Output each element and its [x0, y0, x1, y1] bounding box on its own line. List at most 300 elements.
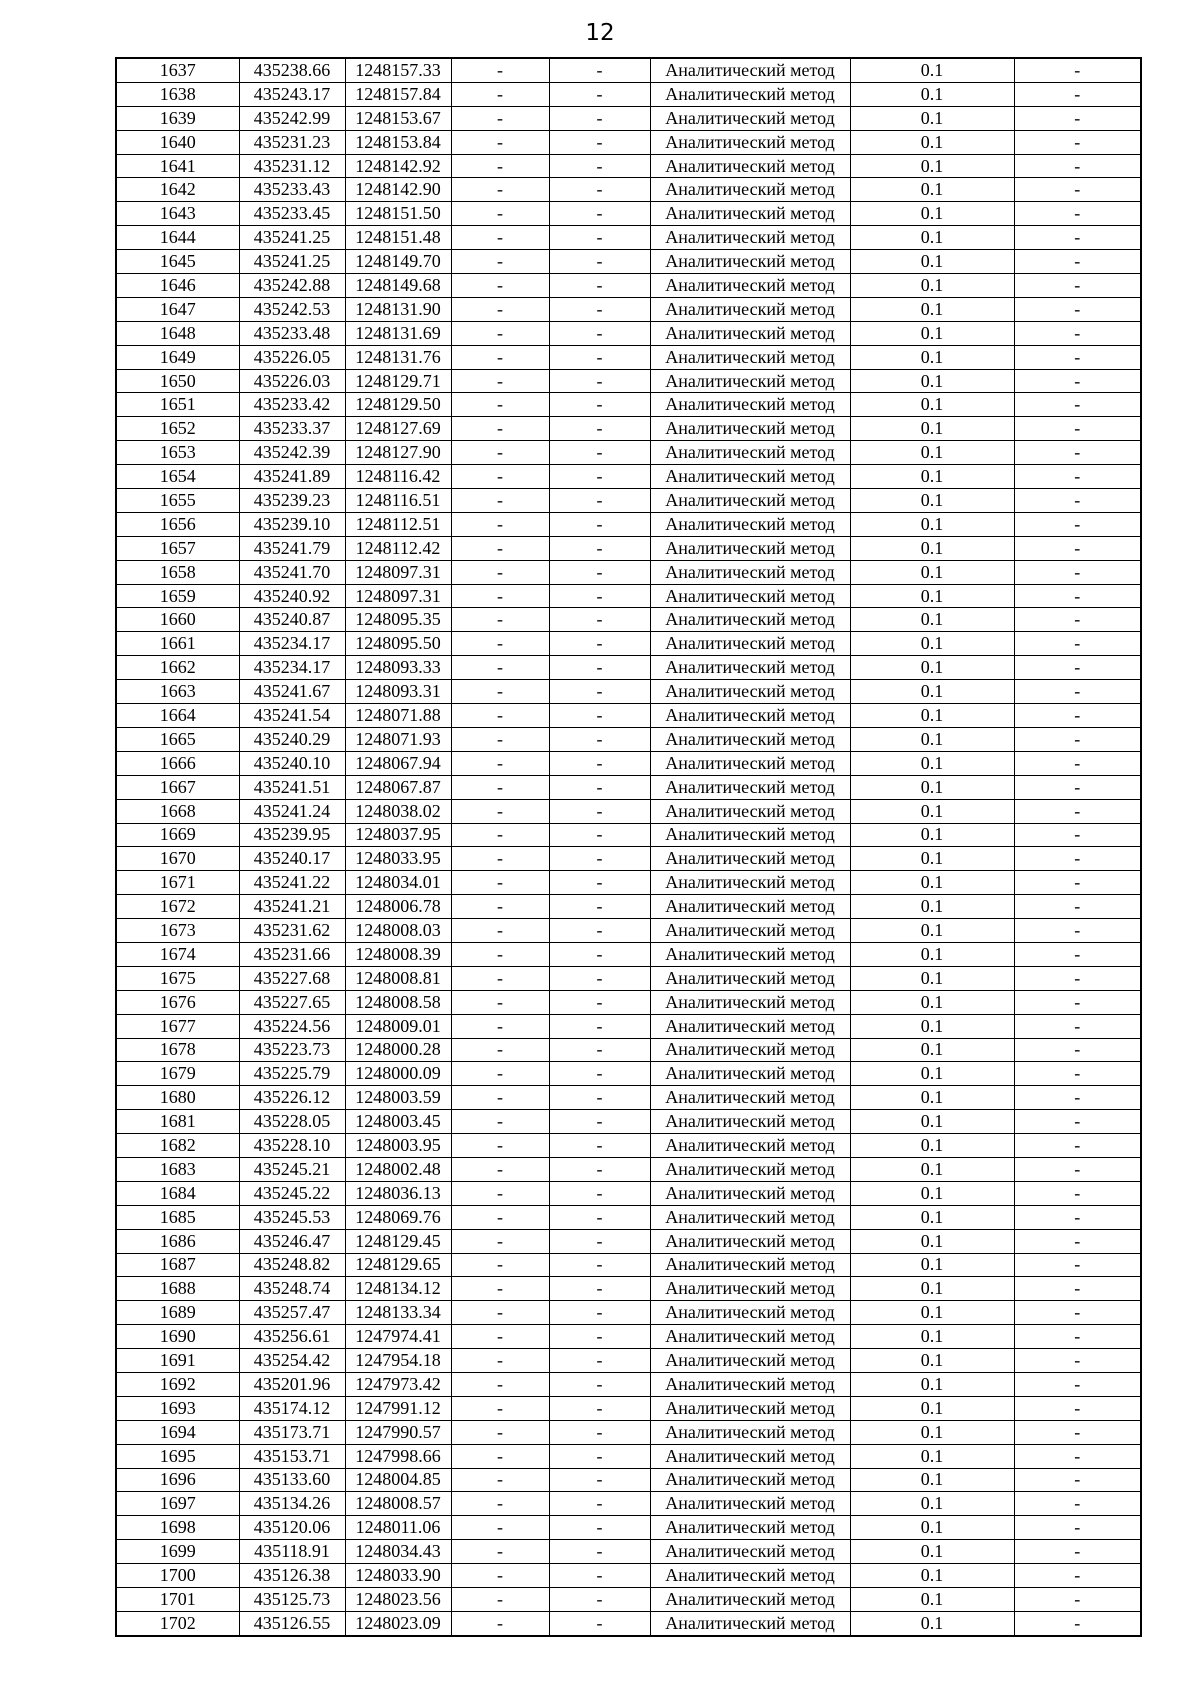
dash-cell-b: -	[549, 775, 650, 799]
y-coordinate-cell: 1248116.51	[345, 489, 451, 513]
dash-cell-b: -	[549, 1420, 650, 1444]
dash-cell-b: -	[549, 608, 650, 632]
accuracy-cell: 0.1	[850, 1349, 1014, 1373]
dash-cell-b: -	[549, 1062, 650, 1086]
point-number-cell: 1639	[116, 106, 239, 130]
dash-cell-c: -	[1014, 966, 1141, 990]
y-coordinate-cell: 1247973.42	[345, 1372, 451, 1396]
table-row	[116, 1349, 1141, 1373]
dash-cell-c: -	[1014, 345, 1141, 369]
dash-cell-b: -	[549, 966, 650, 990]
point-number-cell: 1648	[116, 321, 239, 345]
accuracy-cell: 0.1	[850, 1277, 1014, 1301]
dash-cell-b: -	[549, 823, 650, 847]
table-row	[116, 1134, 1141, 1158]
dash-cell-b: -	[549, 727, 650, 751]
x-coordinate-cell: 435224.56	[239, 1014, 345, 1038]
dash-cell-a: -	[451, 1014, 549, 1038]
dash-cell-b: -	[549, 632, 650, 656]
dash-cell-c: -	[1014, 1205, 1141, 1229]
accuracy-cell: 0.1	[850, 1492, 1014, 1516]
dash-cell-a: -	[451, 1205, 549, 1229]
point-number-cell: 1695	[116, 1444, 239, 1468]
y-coordinate-cell: 1248097.31	[345, 584, 451, 608]
dash-cell-b: -	[549, 536, 650, 560]
point-number-cell: 1692	[116, 1372, 239, 1396]
dash-cell-a: -	[451, 1564, 549, 1588]
point-number-cell: 1663	[116, 680, 239, 704]
dash-cell-c: -	[1014, 250, 1141, 274]
dash-cell-c: -	[1014, 82, 1141, 106]
y-coordinate-cell: 1248071.93	[345, 727, 451, 751]
point-number-cell: 1700	[116, 1564, 239, 1588]
dash-cell-b: -	[549, 1325, 650, 1349]
dash-cell-b: -	[549, 274, 650, 298]
method-cell: Аналитический метод	[650, 82, 850, 106]
table-row	[116, 1444, 1141, 1468]
x-coordinate-cell: 435231.66	[239, 942, 345, 966]
table-row	[116, 1062, 1141, 1086]
y-coordinate-cell: 1248000.09	[345, 1062, 451, 1086]
x-coordinate-cell: 435227.65	[239, 990, 345, 1014]
accuracy-cell: 0.1	[850, 1062, 1014, 1086]
table-row	[116, 919, 1141, 943]
method-cell: Аналитический метод	[650, 1611, 850, 1635]
dash-cell-a: -	[451, 919, 549, 943]
point-number-cell: 1657	[116, 536, 239, 560]
point-number-cell: 1647	[116, 297, 239, 321]
dash-cell-c: -	[1014, 1420, 1141, 1444]
dash-cell-b: -	[549, 1229, 650, 1253]
dash-cell-c: -	[1014, 584, 1141, 608]
dash-cell-a: -	[451, 584, 549, 608]
dash-cell-a: -	[451, 990, 549, 1014]
dash-cell-a: -	[451, 1253, 549, 1277]
method-cell: Аналитический метод	[650, 226, 850, 250]
dash-cell-b: -	[549, 130, 650, 154]
x-coordinate-cell: 435241.79	[239, 536, 345, 560]
dash-cell-b: -	[549, 202, 650, 226]
dash-cell-a: -	[451, 680, 549, 704]
dash-cell-c: -	[1014, 942, 1141, 966]
point-number-cell: 1687	[116, 1253, 239, 1277]
method-cell: Аналитический метод	[650, 1110, 850, 1134]
table-row	[116, 130, 1141, 154]
y-coordinate-cell: 1248069.76	[345, 1205, 451, 1229]
table-row	[116, 250, 1141, 274]
dash-cell-b: -	[549, 1611, 650, 1635]
dash-cell-c: -	[1014, 1157, 1141, 1181]
accuracy-cell: 0.1	[850, 130, 1014, 154]
accuracy-cell: 0.1	[850, 82, 1014, 106]
table-row	[116, 82, 1141, 106]
method-cell: Аналитический метод	[650, 1181, 850, 1205]
point-number-cell: 1637	[116, 58, 239, 82]
dash-cell-b: -	[549, 1540, 650, 1564]
y-coordinate-cell: 1248149.68	[345, 274, 451, 298]
x-coordinate-cell: 435257.47	[239, 1301, 345, 1325]
x-coordinate-cell: 435246.47	[239, 1229, 345, 1253]
x-coordinate-cell: 435245.21	[239, 1157, 345, 1181]
accuracy-cell: 0.1	[850, 1301, 1014, 1325]
dash-cell-c: -	[1014, 847, 1141, 871]
page-number: 12	[585, 20, 615, 46]
point-number-cell: 1656	[116, 512, 239, 536]
method-cell: Аналитический метод	[650, 1349, 850, 1373]
accuracy-cell: 0.1	[850, 1181, 1014, 1205]
table-row	[116, 1014, 1141, 1038]
method-cell: Аналитический метод	[650, 656, 850, 680]
y-coordinate-cell: 1248095.35	[345, 608, 451, 632]
accuracy-cell: 0.1	[850, 1134, 1014, 1158]
accuracy-cell: 0.1	[850, 942, 1014, 966]
point-number-cell: 1641	[116, 154, 239, 178]
point-number-cell: 1694	[116, 1420, 239, 1444]
dash-cell-b: -	[549, 1468, 650, 1492]
accuracy-cell: 0.1	[850, 1516, 1014, 1540]
x-coordinate-cell: 435153.71	[239, 1444, 345, 1468]
x-coordinate-cell: 435226.05	[239, 345, 345, 369]
point-number-cell: 1679	[116, 1062, 239, 1086]
y-coordinate-cell: 1248093.33	[345, 656, 451, 680]
point-number-cell: 1696	[116, 1468, 239, 1492]
point-number-cell: 1678	[116, 1038, 239, 1062]
dash-cell-c: -	[1014, 1038, 1141, 1062]
dash-cell-c: -	[1014, 441, 1141, 465]
point-number-cell: 1640	[116, 130, 239, 154]
dash-cell-c: -	[1014, 727, 1141, 751]
dash-cell-b: -	[549, 656, 650, 680]
y-coordinate-cell: 1248008.57	[345, 1492, 451, 1516]
dash-cell-a: -	[451, 512, 549, 536]
dash-cell-a: -	[451, 1062, 549, 1086]
dash-cell-b: -	[549, 465, 650, 489]
x-coordinate-cell: 435245.22	[239, 1181, 345, 1205]
dash-cell-b: -	[549, 751, 650, 775]
dash-cell-c: -	[1014, 130, 1141, 154]
dash-cell-a: -	[451, 465, 549, 489]
dash-cell-a: -	[451, 393, 549, 417]
method-cell: Аналитический метод	[650, 1588, 850, 1612]
method-cell: Аналитический метод	[650, 393, 850, 417]
table-row	[116, 1157, 1141, 1181]
table-row	[116, 226, 1141, 250]
y-coordinate-cell: 1248097.31	[345, 560, 451, 584]
table-row	[116, 202, 1141, 226]
table-row	[116, 751, 1141, 775]
accuracy-cell: 0.1	[850, 608, 1014, 632]
point-number-cell: 1642	[116, 178, 239, 202]
dash-cell-a: -	[451, 297, 549, 321]
x-coordinate-cell: 435239.10	[239, 512, 345, 536]
method-cell: Аналитический метод	[650, 1420, 850, 1444]
point-number-cell: 1672	[116, 895, 239, 919]
accuracy-cell: 0.1	[850, 1229, 1014, 1253]
x-coordinate-cell: 435256.61	[239, 1325, 345, 1349]
table-row	[116, 727, 1141, 751]
method-cell: Аналитический метод	[650, 512, 850, 536]
dash-cell-c: -	[1014, 751, 1141, 775]
dash-cell-c: -	[1014, 1062, 1141, 1086]
dash-cell-c: -	[1014, 1396, 1141, 1420]
table-row	[116, 465, 1141, 489]
dash-cell-c: -	[1014, 393, 1141, 417]
table-row	[116, 1564, 1141, 1588]
point-number-cell: 1673	[116, 919, 239, 943]
method-cell: Аналитический метод	[650, 1086, 850, 1110]
point-number-cell: 1688	[116, 1277, 239, 1301]
x-coordinate-cell: 435241.22	[239, 871, 345, 895]
y-coordinate-cell: 1248142.90	[345, 178, 451, 202]
accuracy-cell: 0.1	[850, 369, 1014, 393]
point-number-cell: 1664	[116, 704, 239, 728]
dash-cell-a: -	[451, 369, 549, 393]
dash-cell-a: -	[451, 1516, 549, 1540]
table-row	[116, 1611, 1141, 1635]
y-coordinate-cell: 1248131.90	[345, 297, 451, 321]
table-row	[116, 1110, 1141, 1134]
dash-cell-b: -	[549, 799, 650, 823]
x-coordinate-cell: 435120.06	[239, 1516, 345, 1540]
x-coordinate-cell: 435242.88	[239, 274, 345, 298]
y-coordinate-cell: 1248004.85	[345, 1468, 451, 1492]
dash-cell-c: -	[1014, 560, 1141, 584]
table-row	[116, 1540, 1141, 1564]
y-coordinate-cell: 1247990.57	[345, 1420, 451, 1444]
accuracy-cell: 0.1	[850, 1086, 1014, 1110]
accuracy-cell: 0.1	[850, 465, 1014, 489]
coordinates-table	[115, 57, 1142, 1637]
point-number-cell: 1660	[116, 608, 239, 632]
y-coordinate-cell: 1248023.09	[345, 1611, 451, 1635]
x-coordinate-cell: 435241.54	[239, 704, 345, 728]
x-coordinate-cell: 435233.42	[239, 393, 345, 417]
dash-cell-a: -	[451, 1277, 549, 1301]
point-number-cell: 1683	[116, 1157, 239, 1181]
x-coordinate-cell: 435241.67	[239, 680, 345, 704]
table-row	[116, 1205, 1141, 1229]
dash-cell-c: -	[1014, 226, 1141, 250]
y-coordinate-cell: 1248112.42	[345, 536, 451, 560]
dash-cell-a: -	[451, 751, 549, 775]
y-coordinate-cell: 1247954.18	[345, 1349, 451, 1373]
accuracy-cell: 0.1	[850, 1157, 1014, 1181]
dash-cell-c: -	[1014, 178, 1141, 202]
accuracy-cell: 0.1	[850, 727, 1014, 751]
method-cell: Аналитический метод	[650, 919, 850, 943]
x-coordinate-cell: 435227.68	[239, 966, 345, 990]
dash-cell-c: -	[1014, 680, 1141, 704]
dash-cell-b: -	[549, 1396, 650, 1420]
dash-cell-a: -	[451, 1492, 549, 1516]
method-cell: Аналитический метод	[650, 1062, 850, 1086]
point-number-cell: 1698	[116, 1516, 239, 1540]
dash-cell-c: -	[1014, 895, 1141, 919]
x-coordinate-cell: 435241.25	[239, 250, 345, 274]
accuracy-cell: 0.1	[850, 966, 1014, 990]
accuracy-cell: 0.1	[850, 345, 1014, 369]
method-cell: Аналитический метод	[650, 202, 850, 226]
dash-cell-c: -	[1014, 1253, 1141, 1277]
table-row	[116, 1277, 1141, 1301]
y-coordinate-cell: 1248153.84	[345, 130, 451, 154]
dash-cell-c: -	[1014, 58, 1141, 82]
dash-cell-b: -	[549, 178, 650, 202]
table-row	[116, 608, 1141, 632]
dash-cell-c: -	[1014, 799, 1141, 823]
dash-cell-a: -	[451, 775, 549, 799]
dash-cell-a: -	[451, 441, 549, 465]
dash-cell-c: -	[1014, 1492, 1141, 1516]
dash-cell-a: -	[451, 560, 549, 584]
accuracy-cell: 0.1	[850, 441, 1014, 465]
y-coordinate-cell: 1248009.01	[345, 1014, 451, 1038]
y-coordinate-cell: 1248067.87	[345, 775, 451, 799]
y-coordinate-cell: 1248034.01	[345, 871, 451, 895]
y-coordinate-cell: 1248008.03	[345, 919, 451, 943]
y-coordinate-cell: 1248067.94	[345, 751, 451, 775]
dash-cell-c: -	[1014, 1110, 1141, 1134]
table-row	[116, 895, 1141, 919]
dash-cell-a: -	[451, 656, 549, 680]
dash-cell-a: -	[451, 1588, 549, 1612]
dash-cell-b: -	[549, 919, 650, 943]
accuracy-cell: 0.1	[850, 704, 1014, 728]
method-cell: Аналитический метод	[650, 465, 850, 489]
method-cell: Аналитический метод	[650, 1205, 850, 1229]
table-row	[116, 942, 1141, 966]
accuracy-cell: 0.1	[850, 154, 1014, 178]
dash-cell-c: -	[1014, 919, 1141, 943]
x-coordinate-cell: 435240.17	[239, 847, 345, 871]
y-coordinate-cell: 1248129.50	[345, 393, 451, 417]
x-coordinate-cell: 435242.39	[239, 441, 345, 465]
dash-cell-b: -	[549, 1134, 650, 1158]
table-row	[116, 632, 1141, 656]
dash-cell-b: -	[549, 871, 650, 895]
accuracy-cell: 0.1	[850, 680, 1014, 704]
point-number-cell: 1691	[116, 1349, 239, 1373]
y-coordinate-cell: 1248006.78	[345, 895, 451, 919]
dash-cell-a: -	[451, 1372, 549, 1396]
dash-cell-c: -	[1014, 1444, 1141, 1468]
x-coordinate-cell: 435226.03	[239, 369, 345, 393]
table-row	[116, 274, 1141, 298]
accuracy-cell: 0.1	[850, 417, 1014, 441]
table-row	[116, 990, 1141, 1014]
dash-cell-a: -	[451, 1229, 549, 1253]
dash-cell-a: -	[451, 1301, 549, 1325]
method-cell: Аналитический метод	[650, 1540, 850, 1564]
table-row	[116, 966, 1141, 990]
accuracy-cell: 0.1	[850, 1038, 1014, 1062]
method-cell: Аналитический метод	[650, 1253, 850, 1277]
method-cell: Аналитический метод	[650, 1516, 850, 1540]
point-number-cell: 1689	[116, 1301, 239, 1325]
accuracy-cell: 0.1	[850, 489, 1014, 513]
point-number-cell: 1661	[116, 632, 239, 656]
method-cell: Аналитический метод	[650, 823, 850, 847]
method-cell: Аналитический метод	[650, 727, 850, 751]
y-coordinate-cell: 1248000.28	[345, 1038, 451, 1062]
dash-cell-a: -	[451, 130, 549, 154]
point-number-cell: 1686	[116, 1229, 239, 1253]
x-coordinate-cell: 435241.70	[239, 560, 345, 584]
dash-cell-b: -	[549, 512, 650, 536]
method-cell: Аналитический метод	[650, 130, 850, 154]
dash-cell-b: -	[549, 1277, 650, 1301]
x-coordinate-cell: 435240.92	[239, 584, 345, 608]
method-cell: Аналитический метод	[650, 369, 850, 393]
dash-cell-c: -	[1014, 465, 1141, 489]
dash-cell-b: -	[549, 1516, 650, 1540]
method-cell: Аналитический метод	[650, 1372, 850, 1396]
x-coordinate-cell: 435201.96	[239, 1372, 345, 1396]
table-row	[116, 1253, 1141, 1277]
dash-cell-a: -	[451, 202, 549, 226]
accuracy-cell: 0.1	[850, 1468, 1014, 1492]
table-row	[116, 1516, 1141, 1540]
method-cell: Аналитический метод	[650, 489, 850, 513]
point-number-cell: 1676	[116, 990, 239, 1014]
dash-cell-b: -	[549, 1205, 650, 1229]
method-cell: Аналитический метод	[650, 1301, 850, 1325]
x-coordinate-cell: 435239.23	[239, 489, 345, 513]
table-row	[116, 1301, 1141, 1325]
table-row	[116, 1588, 1141, 1612]
accuracy-cell: 0.1	[850, 393, 1014, 417]
table-row	[116, 847, 1141, 871]
x-coordinate-cell: 435231.23	[239, 130, 345, 154]
accuracy-cell: 0.1	[850, 871, 1014, 895]
point-number-cell: 1649	[116, 345, 239, 369]
accuracy-cell: 0.1	[850, 1396, 1014, 1420]
accuracy-cell: 0.1	[850, 1564, 1014, 1588]
y-coordinate-cell: 1248133.34	[345, 1301, 451, 1325]
dash-cell-a: -	[451, 274, 549, 298]
x-coordinate-cell: 435233.48	[239, 321, 345, 345]
dash-cell-b: -	[549, 1038, 650, 1062]
accuracy-cell: 0.1	[850, 1420, 1014, 1444]
point-number-cell: 1693	[116, 1396, 239, 1420]
table-row	[116, 680, 1141, 704]
dash-cell-a: -	[451, 704, 549, 728]
x-coordinate-cell: 435233.45	[239, 202, 345, 226]
x-coordinate-cell: 435228.10	[239, 1134, 345, 1158]
method-cell: Аналитический метод	[650, 608, 850, 632]
x-coordinate-cell: 435234.17	[239, 632, 345, 656]
accuracy-cell: 0.1	[850, 1444, 1014, 1468]
table-row	[116, 106, 1141, 130]
dash-cell-a: -	[451, 1134, 549, 1158]
table-row	[116, 178, 1141, 202]
x-coordinate-cell: 435234.17	[239, 656, 345, 680]
method-cell: Аналитический метод	[650, 1396, 850, 1420]
dash-cell-b: -	[549, 321, 650, 345]
x-coordinate-cell: 435231.12	[239, 154, 345, 178]
accuracy-cell: 0.1	[850, 1588, 1014, 1612]
point-number-cell: 1681	[116, 1110, 239, 1134]
y-coordinate-cell: 1248131.69	[345, 321, 451, 345]
dash-cell-a: -	[451, 1611, 549, 1635]
x-coordinate-cell: 435134.26	[239, 1492, 345, 1516]
accuracy-cell: 0.1	[850, 560, 1014, 584]
point-number-cell: 1668	[116, 799, 239, 823]
y-coordinate-cell: 1248153.67	[345, 106, 451, 130]
dash-cell-a: -	[451, 1325, 549, 1349]
dash-cell-a: -	[451, 942, 549, 966]
dash-cell-c: -	[1014, 1468, 1141, 1492]
